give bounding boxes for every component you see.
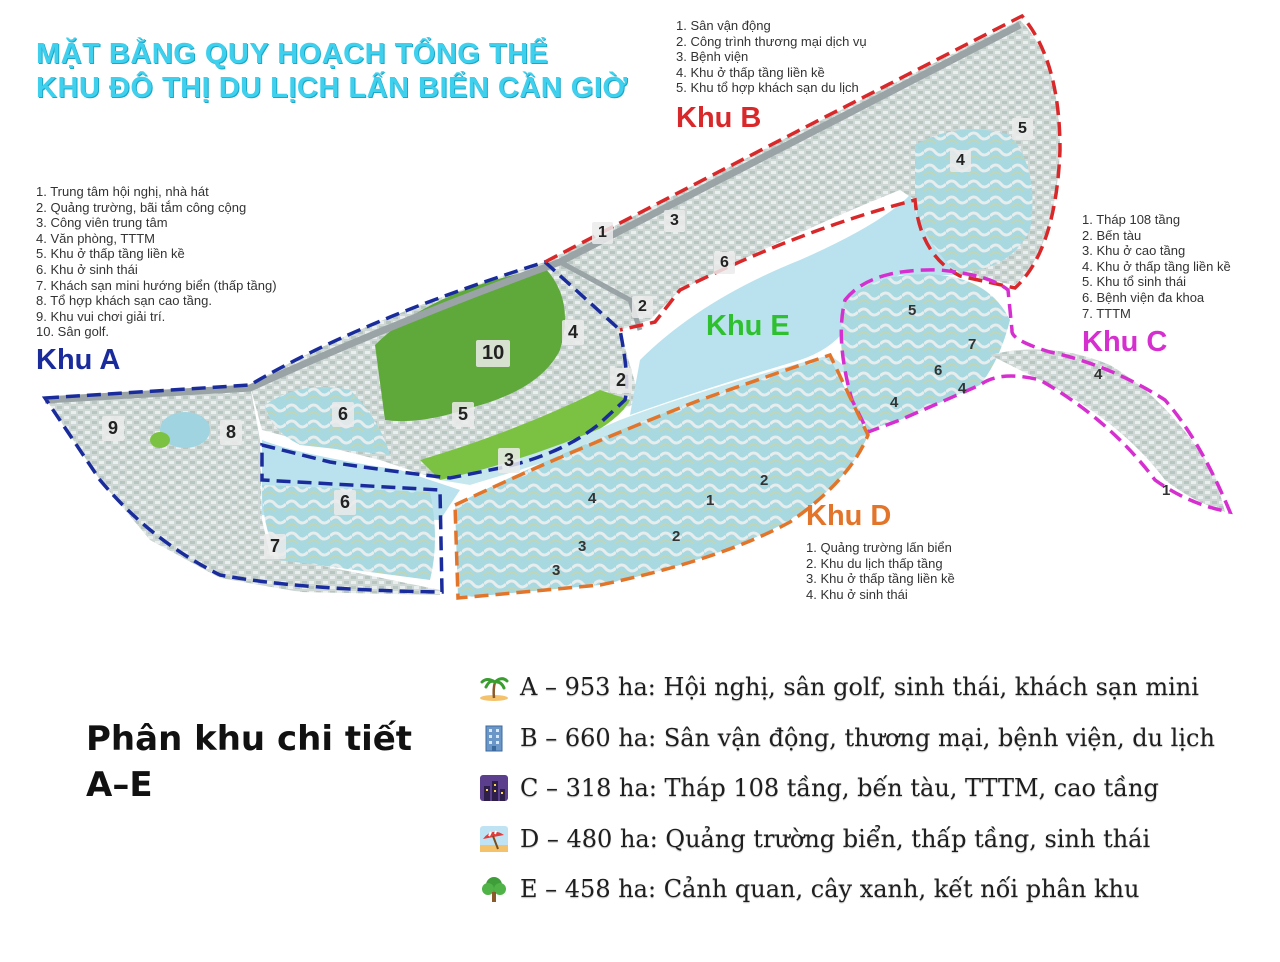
map-number-label: 4 (958, 380, 967, 397)
zone-d-legend (806, 540, 955, 602)
map-number-label: 6 (334, 490, 356, 515)
section-title: Phân khu chi tiết A–E (86, 719, 413, 805)
zone-a-legend-item: 4. Văn phòng, TTTM (36, 230, 155, 246)
beach-umbrella-icon (478, 825, 510, 853)
zone-a-legend-item: 6. Khu ở sinh thái (36, 261, 138, 277)
zone-c-label: Khu C (1082, 326, 1168, 358)
map-number-label: 5 (1012, 118, 1033, 140)
zone-b-legend (676, 18, 867, 96)
summary-text: B – 660 ha: Sân vận động, thương mại, bệnh viện, du lịch (520, 723, 1215, 752)
zone-c-legend-item: 2. Bến tàu (1082, 227, 1142, 243)
zone-a-legend-item: 3. Công viên trung tâm (36, 215, 168, 231)
map-number-label: 2 (672, 528, 681, 545)
zone-e-label: Khu E (706, 310, 790, 342)
map-number-label: 1 (706, 492, 715, 509)
map-number-label: 4 (588, 490, 597, 507)
zone-c-land (841, 274, 1010, 430)
zone-a-legend-item: 1. Trung tâm hội nghị, nhà hát (36, 184, 209, 199)
summary-text: C – 318 ha: Tháp 108 tầng, bến tàu, TTTM, cao tầng (520, 774, 1159, 803)
tree-icon (478, 875, 510, 903)
summary-row-e (478, 864, 1215, 915)
zone-a-legend-item: 7. Khách sạn mini hướng biển (thấp tầng) (36, 277, 277, 293)
zone-a-label: Khu A (36, 344, 121, 376)
map-number-label: 2 (610, 368, 632, 393)
map-number-label: 9 (102, 416, 124, 441)
office-building-icon (478, 724, 510, 752)
zone-b-legend-item: 2. Công trình thương mại dịch vụ (676, 33, 867, 49)
zone-d-legend-item: 3. Khu ở thấp tầng liền kề (806, 571, 955, 587)
zone-c-legend-item: 5. Khu tổ sinh thái (1082, 274, 1187, 290)
zone-a-legend-item: 2. Quảng trường, bãi tắm công cộng (36, 199, 247, 215)
map-number-label: 5 (908, 302, 917, 319)
map-number-label: 4 (1094, 366, 1103, 383)
zone-c-legend-item: 3. Khu ở cao tầng (1082, 243, 1186, 259)
zone-summary-list (478, 662, 1215, 915)
zone-b-legend-item: 4. Khu ở thấp tầng liền kề (676, 64, 825, 80)
zone-b-legend-item: 5. Khu tổ hợp khách sạn du lịch (676, 80, 859, 96)
map-number-label: 3 (664, 210, 685, 232)
map-number-label: 8 (220, 420, 242, 445)
palm-island-icon (478, 673, 510, 701)
map-number-label: 1 (1162, 482, 1171, 499)
map-title-line-1: MẶT BẰNG QUY HOẠCH TỔNG THỂ (36, 38, 549, 70)
zone-a-legend (36, 184, 277, 340)
zone-c-legend (1082, 212, 1231, 321)
summary-text: D – 480 ha: Quảng trường biển, thấp tầng, sinh thái (520, 824, 1151, 853)
zone-c-legend-item: 1. Tháp 108 tầng (1082, 212, 1181, 227)
map-number-label: 6 (934, 362, 943, 379)
zone-a-legend-item: 5. Khu ở thấp tầng liền kề (36, 246, 185, 262)
summary-row-c (478, 763, 1215, 814)
zone-a-legend-item: 8. Tổ hợp khách sạn cao tầng. (36, 293, 212, 309)
map-number-label: 3 (498, 448, 520, 473)
map-number-label: 7 (264, 534, 286, 559)
map-number-label: 3 (578, 538, 587, 555)
map-number-label: 4 (562, 320, 584, 345)
zone-c-legend-item: 4. Khu ở thấp tầng liền kề (1082, 258, 1231, 274)
zone-d-legend-item: 2. Khu du lịch thấp tầng (806, 555, 943, 571)
zone-b-legend-item: 1. Sân vận động (676, 18, 771, 33)
zone-d-label: Khu D (806, 500, 892, 532)
zone-b-legend-item: 3. Bệnh viện (676, 49, 749, 65)
zone-c-legend-item: 7. TTTM (1082, 305, 1131, 321)
zone-d-legend-item: 4. Khu ở sinh thái (806, 586, 908, 602)
map-number-label: 3 (552, 562, 561, 579)
summary-row-b (478, 713, 1215, 764)
zone-c-legend-item: 6. Bệnh viện đa khoa (1082, 289, 1205, 305)
map-number-label: 6 (332, 402, 354, 427)
map-number-label: 2 (760, 472, 769, 489)
map-number-label: 6 (714, 252, 735, 274)
summary-row-a (478, 662, 1215, 713)
summary-row-d (478, 814, 1215, 865)
map-number-label: 10 (476, 340, 510, 367)
map-number-label: 2 (632, 296, 653, 318)
map-number-label: 4 (890, 394, 899, 411)
map-number-label: 4 (950, 150, 971, 172)
city-night-icon (478, 774, 510, 802)
map-number-label: 1 (592, 222, 613, 244)
zone-a-legend-item: 10. Sân golf. (36, 324, 109, 340)
map-number-label: 7 (968, 336, 977, 353)
map-title-line-2: KHU ĐÔ THỊ DU LỊCH LẤN BIỂN CẦN GIỜ (36, 72, 628, 104)
zone-b-label: Khu B (676, 102, 762, 134)
zone-d-legend-item: 1. Quảng trường lấn biển (806, 540, 952, 555)
zone-a-legend-item: 9. Khu vui chơi giải trí. (36, 308, 166, 324)
summary-text: E – 458 ha: Cảnh quan, cây xanh, kết nối phân khu (520, 875, 1140, 904)
map-number-label: 5 (452, 402, 474, 427)
summary-text: A – 953 ha: Hội nghị, sân golf, sinh thái, khách sạn mini (520, 673, 1199, 702)
